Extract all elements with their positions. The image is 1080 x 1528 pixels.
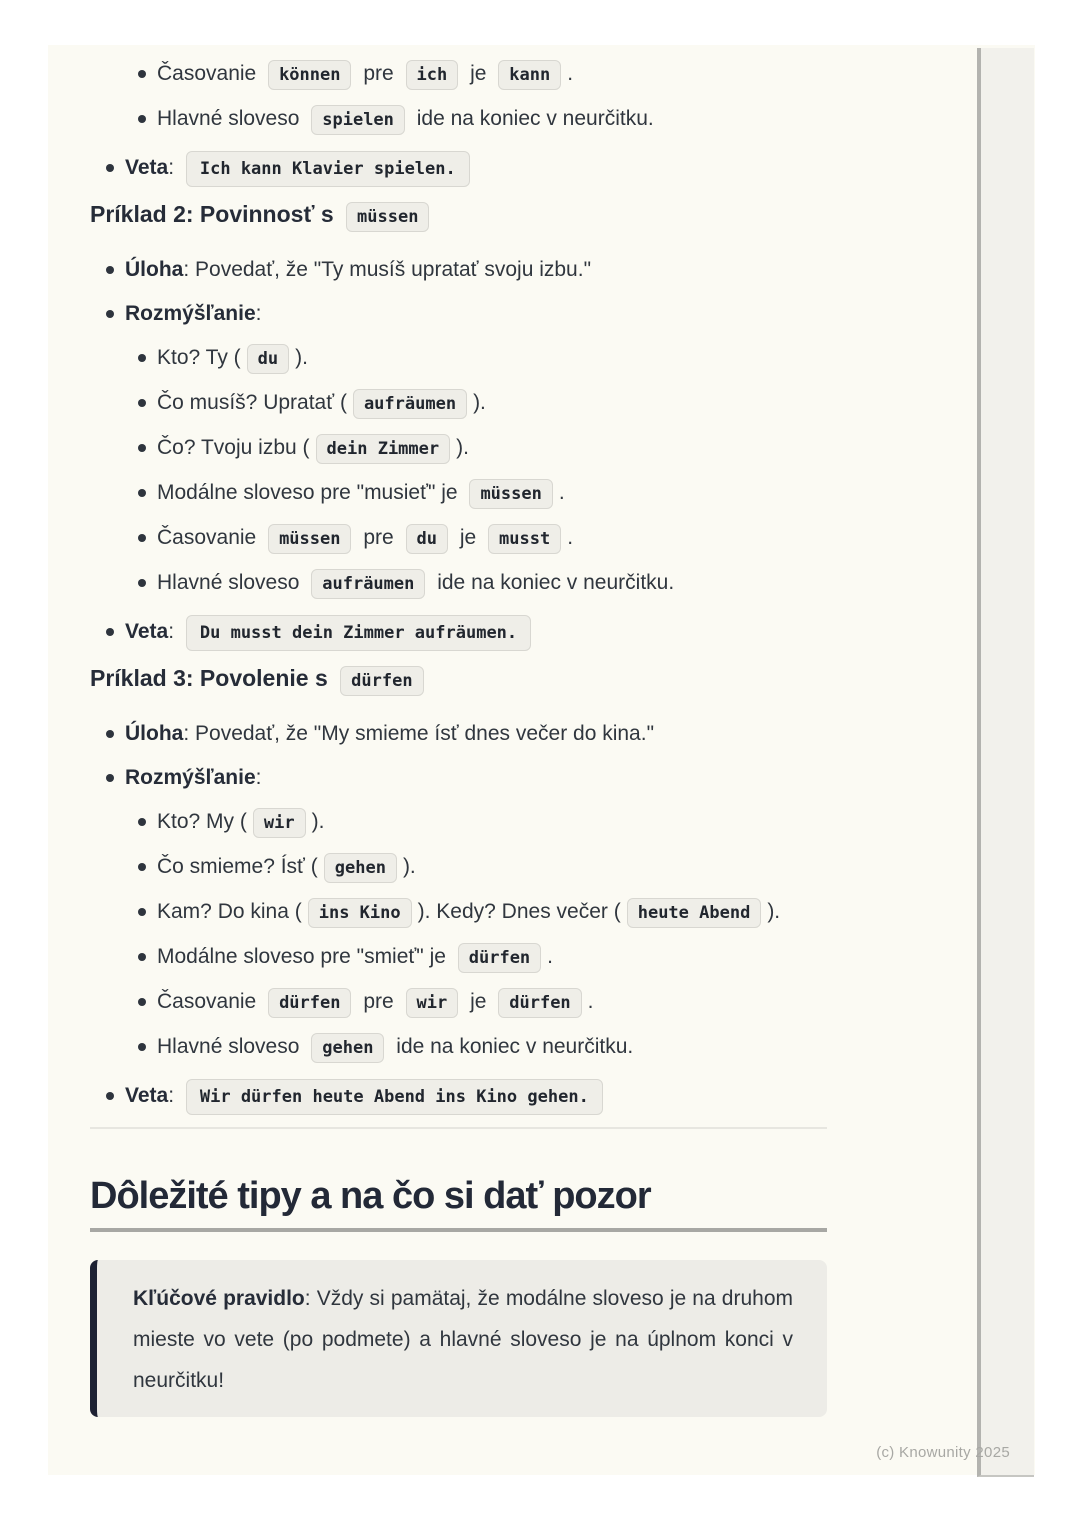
code-chip: wir <box>253 808 306 838</box>
text-run: ide na koniec v neurčitku. <box>410 107 654 130</box>
list-item <box>90 148 827 187</box>
code-chip-sentence: Wir dürfen heute Abend ins Kino gehen. <box>186 1079 603 1115</box>
callout-body: : Vždy si pamätaj, že modálne sloveso je na druhom mieste vo vete (po podmete) a hlavné sloveso je na úplnom konci v neurčitku! <box>133 1287 793 1392</box>
bullet-icon <box>138 998 146 1006</box>
code-chip: musst <box>488 524 561 554</box>
code-chip: dürfen <box>498 988 581 1018</box>
bold-label: Úloha <box>125 258 184 281</box>
bullet-icon <box>138 115 146 123</box>
text-run: Hlavné sloveso <box>157 107 306 130</box>
page-edge-strip <box>977 48 1034 1477</box>
code-chip: müssen <box>469 479 552 509</box>
code-chip: dürfen <box>268 988 351 1018</box>
code-chip: ins Kino <box>308 898 412 928</box>
bullet-icon <box>106 310 114 318</box>
list-item <box>90 254 827 285</box>
bullet-icon <box>138 863 146 871</box>
code-chip-sentence: Ich kann Klavier spielen. <box>186 151 470 187</box>
text-run: : <box>168 1084 180 1107</box>
text-run: je <box>454 526 483 549</box>
list-item <box>90 896 827 928</box>
text-run: . <box>567 526 574 549</box>
section-divider <box>90 1127 827 1129</box>
bullet-icon <box>106 164 114 172</box>
bullet-icon <box>138 70 146 78</box>
code-chip: wir <box>406 988 459 1018</box>
bullet-icon <box>138 579 146 587</box>
bold-label: Rozmýšľanie <box>125 766 256 789</box>
text-run: Príklad 2: Povinnosť s <box>90 201 341 227</box>
text-run: Kto? My ( <box>157 810 247 833</box>
text-run: Časovanie <box>157 990 263 1013</box>
list-item <box>90 1076 827 1115</box>
list-item <box>90 567 827 599</box>
list-item <box>90 806 827 838</box>
list-item <box>90 1031 827 1063</box>
text-run: ). <box>295 346 308 369</box>
code-chip: spielen <box>311 105 405 135</box>
text-run: Modálne sloveso pre "musieť" je <box>157 481 464 504</box>
copyright-watermark: (c) Knowunity 2025 <box>876 1444 1010 1461</box>
bold-label: Rozmýšľanie <box>125 302 256 325</box>
bullet-icon <box>106 1092 114 1100</box>
document-page <box>48 45 1035 1475</box>
list-item <box>90 103 827 135</box>
code-chip: müssen <box>346 202 429 232</box>
list-item <box>90 986 827 1018</box>
bullet-icon <box>138 953 146 961</box>
bullet-icon <box>138 1043 146 1051</box>
text-run: . <box>558 481 565 504</box>
code-chip: gehen <box>311 1033 384 1063</box>
text-run: ). <box>311 810 325 833</box>
code-chip: heute Abend <box>627 898 762 928</box>
text-run: Kam? Do kina ( <box>157 900 302 923</box>
bullet-icon <box>106 774 114 782</box>
list-item <box>90 851 827 883</box>
code-chip: du <box>406 524 448 554</box>
text-run: : <box>255 766 262 789</box>
text-run: : Povedať, že "Ty musíš upratať svoju izbu." <box>183 258 592 281</box>
example-heading <box>90 663 827 696</box>
text-run: je <box>464 62 493 85</box>
text-run: Kto? Ty ( <box>157 346 241 369</box>
code-chip: du <box>247 344 289 374</box>
text-run: Hlavné sloveso <box>157 571 306 594</box>
title-underline <box>90 1228 827 1232</box>
text-run: Čo smieme? Ísť ( <box>157 855 318 878</box>
page-title: Dôležité tipy a na čo si dať pozor <box>90 1175 651 1217</box>
bullet-icon <box>106 266 114 274</box>
bullet-icon <box>138 534 146 542</box>
bullet-icon <box>138 399 146 407</box>
code-chip-sentence: Du musst dein Zimmer aufräumen. <box>186 615 531 651</box>
list-item <box>90 477 827 509</box>
bold-label: Veta <box>125 1084 169 1107</box>
text-run: ). <box>456 436 469 459</box>
text-run: ). Kedy? Dnes večer ( <box>417 900 621 923</box>
bullet-icon <box>106 628 114 636</box>
code-chip: dürfen <box>340 666 423 696</box>
code-chip: können <box>268 60 351 90</box>
text-run: ). <box>473 391 486 414</box>
list-item <box>90 522 827 554</box>
bullet-icon <box>106 730 114 738</box>
text-run: ide na koniec v neurčitku. <box>431 571 675 594</box>
text-run: pre <box>357 526 400 549</box>
list-item <box>90 298 827 329</box>
text-run: . <box>587 990 594 1013</box>
text-run: je <box>464 990 493 1013</box>
text-run: . <box>567 62 574 85</box>
bullet-icon <box>138 444 146 452</box>
callout-text <box>133 1278 793 1401</box>
bullet-icon <box>138 818 146 826</box>
list-item <box>90 342 827 374</box>
bullet-icon <box>138 354 146 362</box>
text-run: . <box>547 945 554 968</box>
text-run: Hlavné sloveso <box>157 1035 306 1058</box>
list-item <box>90 612 827 651</box>
bold-label: Veta <box>125 156 169 179</box>
code-chip: aufräumen <box>353 389 467 419</box>
bold-label: Úloha <box>125 722 184 745</box>
text-run: Časovanie <box>157 526 263 549</box>
text-run: ). <box>402 855 416 878</box>
bullet-icon <box>138 908 146 916</box>
bullet-icon <box>138 489 146 497</box>
text-run: Čo? Tvoju izbu ( <box>157 436 310 459</box>
code-chip: dein Zimmer <box>316 434 451 464</box>
callout-label: Kľúčové pravidlo <box>133 1287 305 1310</box>
code-chip: gehen <box>324 853 397 883</box>
text-run: Príklad 3: Povolenie s <box>90 665 335 691</box>
text-run: Čo musíš? Upratať ( <box>157 391 347 414</box>
bold-label: Veta <box>125 620 169 643</box>
text-run: : <box>168 156 180 179</box>
text-run: : <box>168 620 180 643</box>
list-blocks <box>90 58 827 1115</box>
list-item <box>90 718 827 749</box>
code-chip: ich <box>406 60 459 90</box>
key-rule-callout <box>90 1260 827 1417</box>
page-content <box>90 58 827 1417</box>
example-heading <box>90 199 827 232</box>
code-chip: dürfen <box>458 943 541 973</box>
code-chip: aufräumen <box>311 569 425 599</box>
text-run: Časovanie <box>157 62 263 85</box>
list-item <box>90 387 827 419</box>
text-run: ide na koniec v neurčitku. <box>390 1035 634 1058</box>
list-item <box>90 58 827 90</box>
text-run: pre <box>357 990 400 1013</box>
text-run: Modálne sloveso pre "smieť" je <box>157 945 452 968</box>
code-chip: müssen <box>268 524 351 554</box>
text-run: pre <box>357 62 400 85</box>
text-run: : <box>255 302 262 325</box>
text-run: : Povedať, že "My smieme ísť dnes večer do kina." <box>183 722 655 745</box>
list-item <box>90 432 827 464</box>
code-chip: kann <box>498 60 561 90</box>
list-item <box>90 941 827 973</box>
text-run: ). <box>767 900 781 923</box>
list-item <box>90 762 827 793</box>
